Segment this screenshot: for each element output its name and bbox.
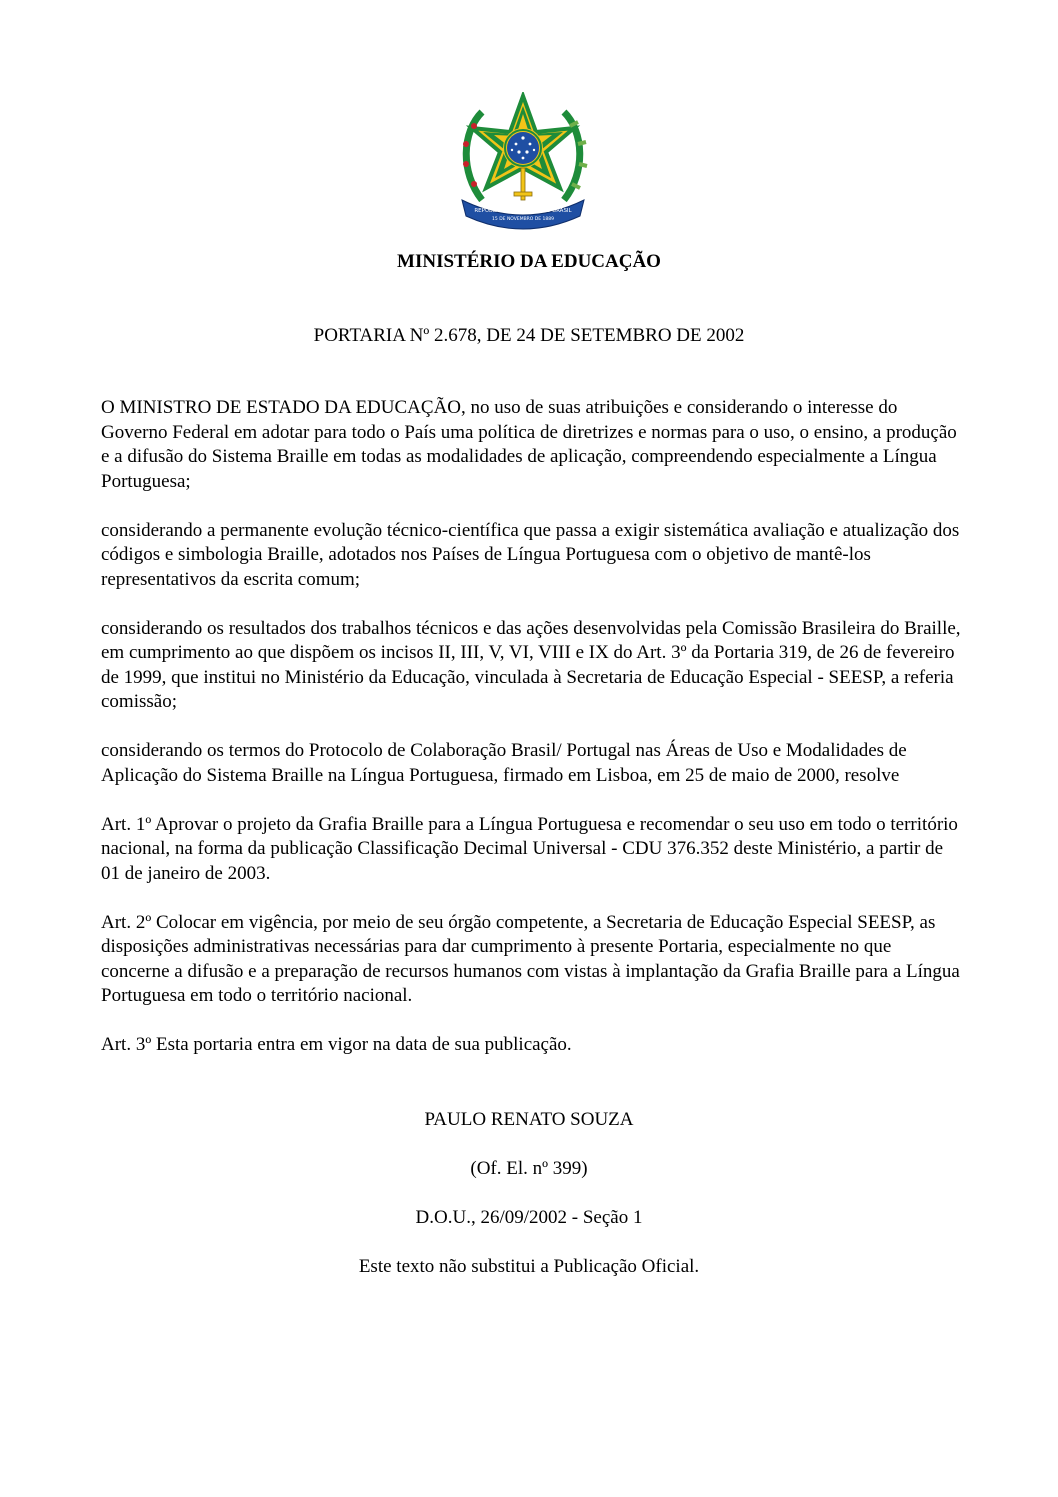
ministry-title: MINISTÉRIO DA EDUCAÇÃO <box>397 251 661 272</box>
signatory-name: PAULO RENATO SOUZA <box>424 1109 634 1130</box>
publication-reference: D.O.U., 26/09/2002 - Seção 1 <box>415 1207 643 1228</box>
emblem-ribbon-text: REPÚBLICA FEDERATIVA DO BRASIL <box>474 208 572 214</box>
paragraph-art-2: Art. 2º Colocar em vigência, por meio de seu órgão competente, a Secretaria de Educação Especial SEESP, as disposições administrativas necessárias para dar cumprimento à presente Portaria, especialmente no que concerne a difusão e a preparação de recursos humanos com vistas à implantação da Grafia Braille para a Língua Portuguesa em todo o território nacional. <box>101 911 960 1006</box>
paragraph-art-3: Art. 3º Esta portaria entra em vigor na data de sua publicação. <box>101 1034 572 1055</box>
disclaimer-text: Este texto não substitui a Publicação Oficial. <box>358 1256 700 1277</box>
paragraph-considerando-2: considerando os resultados dos trabalhos técnicos e das ações desenvolvidas pela Comissão Brasileira do Braille, em cumprimento ao que dispõem os incisos II, III, V, VI, VIII e IX do Art. 3º da Portaria 319, de 26 de fevereiro de 1999, que institui no Ministério da Educação, vinculada à Secretaria de Educação Especial - SEESP, a referia comissão; <box>101 617 961 712</box>
office-reference: (Of. El. nº 399) <box>470 1158 588 1179</box>
emblem-center-disc <box>503 128 543 168</box>
paragraph-considerando-3: considerando os termos do Protocolo de Colaboração Brasil/ Portugal nas Áreas de Uso e Modalidades de Aplicação do Sistema Braille na Língua Portuguesa, firmado em Lisboa, em 25 de maio de 2000, resolve <box>101 740 907 786</box>
emblem-ribbon <box>462 200 584 229</box>
brazil-coat-of-arms-icon <box>452 92 594 230</box>
emblem-right-branch <box>564 112 587 200</box>
emblem-left-branch <box>463 112 482 200</box>
paragraph-preamble: O MINISTRO DE ESTADO DA EDUCAÇÃO, no uso de suas atribuições e considerando o interesse do Governo Federal em adotar para todo o País uma política de diretrizes e normas para o uso, o ensino, a produção e a difusão do Sistema Braille em todas as modalidades de aplicação, compreendendo especialmente a Língua Portuguesa; <box>101 397 957 492</box>
paragraph-considerando-1: considerando a permanente evolução técnico-científica que passa a exigir sistemática avaliação e atualização dos códigos e simbologia Braille, adotados nos Países de Língua Portuguesa com o objetivo de mantê-los representativos da escrita comum; <box>101 519 960 590</box>
emblem-date-text: 15 DE NOVEMBRO DE 1889 <box>492 217 554 222</box>
paragraph-art-1: Art. 1º Aprovar o projeto da Grafia Braille para a Língua Portuguesa e recomendar o seu uso em todo o território nacional, na forma da publicação Classificação Decimal Universal - CDU 376.352 deste Ministério, a partir de 01 de janeiro de 2003. <box>101 813 958 884</box>
document-body <box>101 396 961 1082</box>
portaria-title: PORTARIA Nº 2.678, DE 24 DE SETEMBRO DE 2002 <box>313 325 745 346</box>
